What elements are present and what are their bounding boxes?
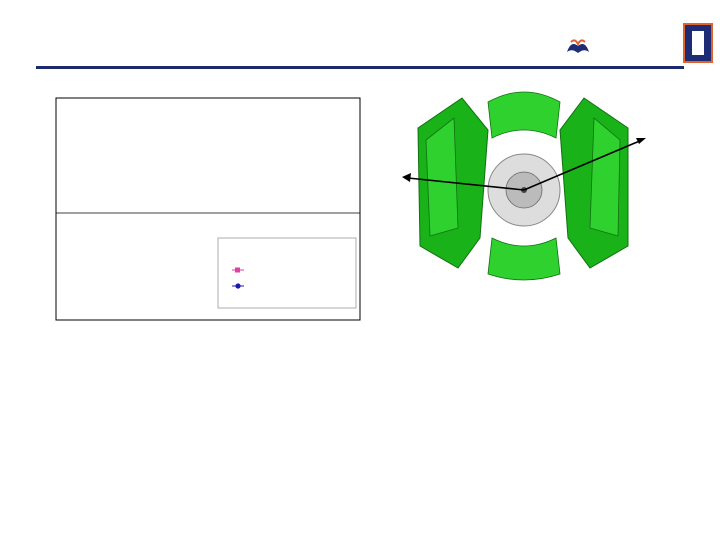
phenix-logo	[565, 36, 591, 62]
phenix-detector-diagram	[388, 78, 660, 286]
legend-marker-perp	[235, 268, 240, 273]
illinois-logo-icon	[683, 23, 713, 63]
legend-box	[218, 238, 356, 308]
title-rule	[36, 66, 684, 69]
legend-marker-para	[235, 283, 240, 288]
phoenix-bird-icon	[565, 38, 591, 58]
asymmetry-plot	[0, 90, 368, 338]
